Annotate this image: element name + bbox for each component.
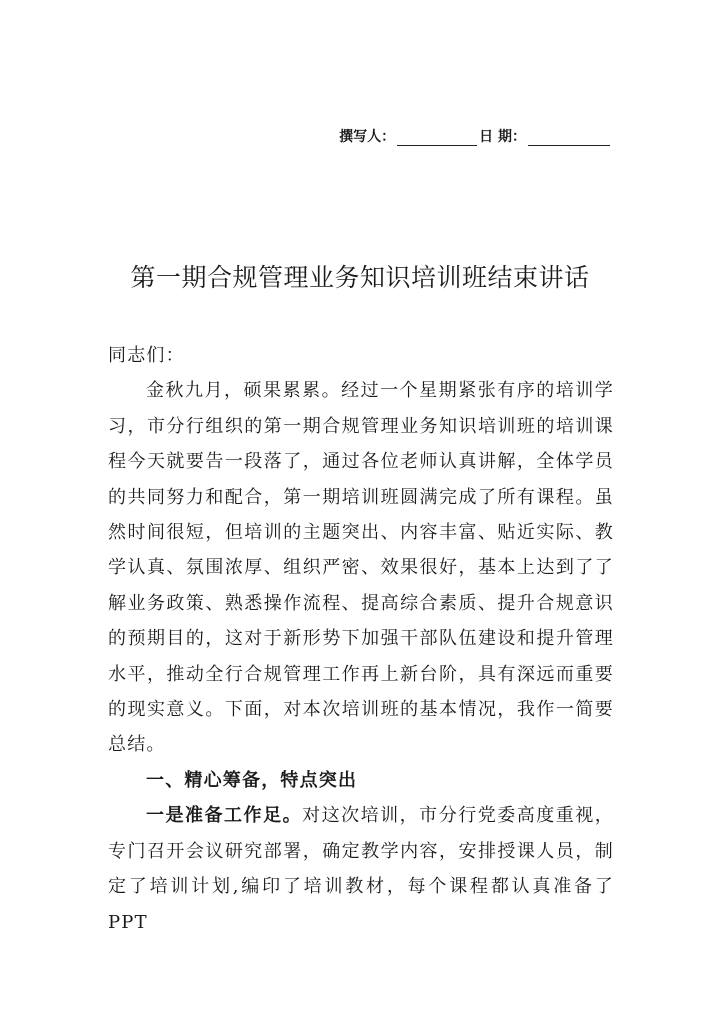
paragraph-lead: 一是准备工作足。 (146, 805, 303, 827)
paragraph-preparation-text: 对这次培训，市分行党委高度重视，专门召开会议研究部署，确定教学内容，安排授课人员，制定了培训计划,编印了培训教材，每个课程都认真准备了PPT (108, 805, 614, 933)
date-label: 日 期： (479, 129, 526, 145)
paragraph-preparation (108, 798, 614, 940)
author-blank-field (397, 131, 477, 146)
author-date-line (339, 126, 612, 146)
salutation: 同志们： (108, 345, 185, 366)
document-body (108, 338, 614, 940)
paragraph-intro: 金秋九月，硕果累累。经过一个星期紧张有序的培训学习，市分行组织的第一期合规管理业务知识培训班的培训课程今天就要告一段落了，通过各位老师认真讲解，全体学员的共同努力和配合，第一期培训班圆满完成了所有课程。虽然时间很短，但培训的主题突出、内容丰富、贴近实际、教学认真、氛围浓厚、组织严密、效果很好，基本上达到了了解业务政策、熟悉操作流程、提高综合素质、提升合规意识的预期目的，这对于新形势下加强干部队伍建设和提升管理水平，推动全行合规管理工作再上新台阶，具有深远而重要的现实意义。下面，对本次培训班的基本情况，我作一简要总结。 (108, 380, 614, 756)
document-title: 第一期合规管理业务知识培训班结束讲话 (130, 263, 590, 292)
section-heading-1: 一、精心筹备，特点突出 (146, 769, 358, 791)
date-blank-field (528, 131, 610, 146)
author-label: 撰写人： (339, 129, 396, 145)
